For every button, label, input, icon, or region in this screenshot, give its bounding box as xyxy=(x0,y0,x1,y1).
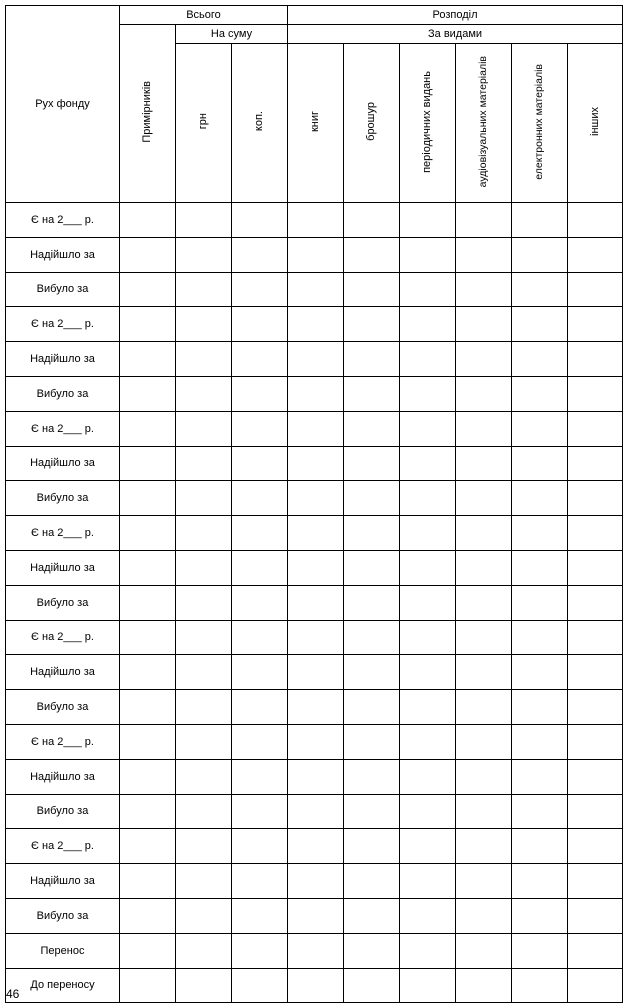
data-cell[interactable] xyxy=(568,585,623,620)
table-row xyxy=(6,550,623,585)
data-cell[interactable] xyxy=(512,655,568,690)
data-cell[interactable] xyxy=(176,446,232,481)
data-cell[interactable] xyxy=(120,898,176,933)
data-cell[interactable] xyxy=(344,864,400,899)
row-label: Є на 2___ р. xyxy=(6,620,120,655)
data-cell[interactable] xyxy=(568,933,623,968)
data-cell[interactable] xyxy=(232,655,288,690)
row-label: Надійшло за xyxy=(6,446,120,481)
document-page xyxy=(0,5,628,1005)
data-cell[interactable] xyxy=(176,724,232,759)
data-cell[interactable] xyxy=(512,933,568,968)
data-cell[interactable] xyxy=(176,411,232,446)
data-cell[interactable] xyxy=(120,203,176,238)
data-cell[interactable] xyxy=(288,237,344,272)
data-cell[interactable] xyxy=(232,411,288,446)
header-col-hryvnia-label: грн xyxy=(197,113,210,130)
table-row xyxy=(6,376,623,411)
data-cell[interactable] xyxy=(288,794,344,829)
data-cell[interactable] xyxy=(344,759,400,794)
table-row xyxy=(6,342,623,377)
data-cell[interactable] xyxy=(288,933,344,968)
data-cell[interactable] xyxy=(232,829,288,864)
data-cell[interactable] xyxy=(568,411,623,446)
data-cell[interactable] xyxy=(512,342,568,377)
header-col-brochures xyxy=(344,44,400,203)
data-cell[interactable] xyxy=(568,516,623,551)
table-row xyxy=(6,864,623,899)
data-cell[interactable] xyxy=(456,342,512,377)
data-cell[interactable] xyxy=(120,724,176,759)
data-cell[interactable] xyxy=(176,655,232,690)
data-cell[interactable] xyxy=(120,759,176,794)
row-label: Надійшло за xyxy=(6,237,120,272)
data-cell[interactable] xyxy=(568,690,623,725)
data-cell[interactable] xyxy=(288,655,344,690)
header-col-copies-label: Примірників xyxy=(141,81,154,143)
data-cell[interactable] xyxy=(344,203,400,238)
data-cell[interactable] xyxy=(344,376,400,411)
data-cell[interactable] xyxy=(400,411,456,446)
data-cell[interactable] xyxy=(344,933,400,968)
data-cell[interactable] xyxy=(232,690,288,725)
data-cell[interactable] xyxy=(120,376,176,411)
data-cell[interactable] xyxy=(400,203,456,238)
table-row xyxy=(6,446,623,481)
data-cell[interactable] xyxy=(120,550,176,585)
data-cell[interactable] xyxy=(568,759,623,794)
header-corner-fund-movement: Рух фонду xyxy=(6,6,120,203)
header-group-distribution: Розподіл xyxy=(288,6,623,25)
row-label: Є на 2___ р. xyxy=(6,307,120,342)
table-row xyxy=(6,203,623,238)
data-cell[interactable] xyxy=(456,203,512,238)
data-cell[interactable] xyxy=(288,898,344,933)
data-cell[interactable] xyxy=(568,237,623,272)
data-cell[interactable] xyxy=(568,968,623,1003)
data-cell[interactable] xyxy=(176,968,232,1003)
data-cell[interactable] xyxy=(456,411,512,446)
table-header xyxy=(6,6,623,203)
data-cell[interactable] xyxy=(176,203,232,238)
data-cell[interactable] xyxy=(568,307,623,342)
data-cell[interactable] xyxy=(512,724,568,759)
data-cell[interactable] xyxy=(456,272,512,307)
data-cell[interactable] xyxy=(232,307,288,342)
data-cell[interactable] xyxy=(232,864,288,899)
data-cell[interactable] xyxy=(568,864,623,899)
data-cell[interactable] xyxy=(120,307,176,342)
data-cell[interactable] xyxy=(344,237,400,272)
header-col-copies xyxy=(120,25,176,203)
table-row xyxy=(6,829,623,864)
data-cell[interactable] xyxy=(400,655,456,690)
row-label: До переносу xyxy=(6,968,120,1003)
table-row xyxy=(6,307,623,342)
data-cell[interactable] xyxy=(400,446,456,481)
data-cell[interactable] xyxy=(288,272,344,307)
table-row xyxy=(6,933,623,968)
data-cell[interactable] xyxy=(344,655,400,690)
data-cell[interactable] xyxy=(456,237,512,272)
data-cell[interactable] xyxy=(568,203,623,238)
header-col-periodicals-label: періодичних видань xyxy=(421,70,434,173)
data-cell[interactable] xyxy=(512,446,568,481)
data-cell[interactable] xyxy=(456,968,512,1003)
table-row xyxy=(6,724,623,759)
data-cell[interactable] xyxy=(400,342,456,377)
header-col-electronic-label: електронних матеріалів xyxy=(533,63,546,180)
data-cell[interactable] xyxy=(456,864,512,899)
data-cell[interactable] xyxy=(176,864,232,899)
data-cell[interactable] xyxy=(568,898,623,933)
data-cell[interactable] xyxy=(176,933,232,968)
data-cell[interactable] xyxy=(456,794,512,829)
data-cell[interactable] xyxy=(232,516,288,551)
data-cell[interactable] xyxy=(232,550,288,585)
data-cell[interactable] xyxy=(120,342,176,377)
data-cell[interactable] xyxy=(400,759,456,794)
data-cell[interactable] xyxy=(288,620,344,655)
row-label: Вибуло за xyxy=(6,690,120,725)
data-cell[interactable] xyxy=(176,550,232,585)
row-label: Є на 2___ р. xyxy=(6,516,120,551)
data-cell[interactable] xyxy=(176,759,232,794)
data-cell[interactable] xyxy=(512,237,568,272)
table-row xyxy=(6,655,623,690)
data-cell[interactable] xyxy=(288,411,344,446)
data-cell[interactable] xyxy=(344,968,400,1003)
row-label: Надійшло за xyxy=(6,342,120,377)
row-label: Вибуло за xyxy=(6,585,120,620)
data-cell[interactable] xyxy=(400,550,456,585)
header-col-electronic xyxy=(512,44,568,203)
data-cell[interactable] xyxy=(176,516,232,551)
data-cell[interactable] xyxy=(120,585,176,620)
data-cell[interactable] xyxy=(120,272,176,307)
data-cell[interactable] xyxy=(456,829,512,864)
header-col-audiovisual-label: аудіовізуальних матеріалів xyxy=(477,55,490,188)
data-cell[interactable] xyxy=(512,794,568,829)
data-cell[interactable] xyxy=(344,829,400,864)
data-cell[interactable] xyxy=(456,898,512,933)
data-cell[interactable] xyxy=(456,933,512,968)
table-row xyxy=(6,237,623,272)
data-cell[interactable] xyxy=(288,864,344,899)
header-subgroup-amount: На суму xyxy=(176,25,288,44)
data-cell[interactable] xyxy=(512,864,568,899)
data-cell[interactable] xyxy=(232,620,288,655)
data-cell[interactable] xyxy=(456,307,512,342)
data-cell[interactable] xyxy=(568,342,623,377)
fund-movement-table xyxy=(5,5,623,1003)
data-cell[interactable] xyxy=(120,968,176,1003)
header-col-books-label: книг xyxy=(309,110,322,133)
data-cell[interactable] xyxy=(120,620,176,655)
data-cell[interactable] xyxy=(344,411,400,446)
table-row xyxy=(6,272,623,307)
data-cell[interactable] xyxy=(120,411,176,446)
data-cell[interactable] xyxy=(288,516,344,551)
data-cell[interactable] xyxy=(176,307,232,342)
data-cell[interactable] xyxy=(512,690,568,725)
data-cell[interactable] xyxy=(288,203,344,238)
data-cell[interactable] xyxy=(568,272,623,307)
row-label: Надійшло за xyxy=(6,864,120,899)
page-number: 46 xyxy=(6,987,20,1001)
data-cell[interactable] xyxy=(456,446,512,481)
data-cell[interactable] xyxy=(456,481,512,516)
data-cell[interactable] xyxy=(232,933,288,968)
data-cell[interactable] xyxy=(232,724,288,759)
data-cell[interactable] xyxy=(288,829,344,864)
data-cell[interactable] xyxy=(512,759,568,794)
data-cell[interactable] xyxy=(400,829,456,864)
data-cell[interactable] xyxy=(344,794,400,829)
data-cell[interactable] xyxy=(176,794,232,829)
data-cell[interactable] xyxy=(400,516,456,551)
header-row-groups xyxy=(6,6,623,25)
data-cell[interactable] xyxy=(288,376,344,411)
data-cell[interactable] xyxy=(512,481,568,516)
data-cell[interactable] xyxy=(232,968,288,1003)
data-cell[interactable] xyxy=(232,237,288,272)
row-label: Вибуло за xyxy=(6,898,120,933)
data-cell[interactable] xyxy=(176,237,232,272)
data-cell[interactable] xyxy=(568,724,623,759)
row-label: Вибуло за xyxy=(6,794,120,829)
data-cell[interactable] xyxy=(568,829,623,864)
row-label: Є на 2___ р. xyxy=(6,829,120,864)
row-label: Вибуло за xyxy=(6,481,120,516)
data-cell[interactable] xyxy=(400,794,456,829)
header-col-books xyxy=(288,44,344,203)
data-cell[interactable] xyxy=(344,690,400,725)
data-cell[interactable] xyxy=(456,690,512,725)
data-cell[interactable] xyxy=(456,655,512,690)
data-cell[interactable] xyxy=(400,620,456,655)
data-cell[interactable] xyxy=(456,550,512,585)
row-label: Надійшло за xyxy=(6,655,120,690)
data-cell[interactable] xyxy=(456,585,512,620)
data-cell[interactable] xyxy=(400,898,456,933)
table-row xyxy=(6,898,623,933)
data-cell[interactable] xyxy=(512,585,568,620)
table-row xyxy=(6,516,623,551)
data-cell[interactable] xyxy=(400,968,456,1003)
table-row xyxy=(6,411,623,446)
data-cell[interactable] xyxy=(232,376,288,411)
header-col-hryvnia xyxy=(176,44,232,203)
data-cell[interactable] xyxy=(512,307,568,342)
table-row xyxy=(6,585,623,620)
data-cell[interactable] xyxy=(344,724,400,759)
header-col-others xyxy=(568,44,623,203)
data-cell[interactable] xyxy=(120,794,176,829)
data-cell[interactable] xyxy=(400,307,456,342)
data-cell[interactable] xyxy=(344,446,400,481)
data-cell[interactable] xyxy=(400,585,456,620)
data-cell[interactable] xyxy=(512,550,568,585)
data-cell[interactable] xyxy=(568,620,623,655)
data-cell[interactable] xyxy=(344,307,400,342)
table-row xyxy=(6,690,623,725)
data-cell[interactable] xyxy=(288,446,344,481)
header-group-total: Всього xyxy=(120,6,288,25)
data-cell[interactable] xyxy=(176,342,232,377)
data-cell[interactable] xyxy=(512,272,568,307)
data-cell[interactable] xyxy=(568,481,623,516)
data-cell[interactable] xyxy=(120,864,176,899)
data-cell[interactable] xyxy=(400,864,456,899)
data-cell[interactable] xyxy=(288,342,344,377)
header-col-kopiyky xyxy=(232,44,288,203)
data-cell[interactable] xyxy=(120,655,176,690)
data-cell[interactable] xyxy=(232,794,288,829)
data-cell[interactable] xyxy=(400,237,456,272)
data-cell[interactable] xyxy=(344,550,400,585)
data-cell[interactable] xyxy=(512,968,568,1003)
data-cell[interactable] xyxy=(232,585,288,620)
table-row xyxy=(6,968,623,1003)
data-cell[interactable] xyxy=(120,516,176,551)
data-cell[interactable] xyxy=(232,481,288,516)
data-cell[interactable] xyxy=(176,585,232,620)
data-cell[interactable] xyxy=(512,829,568,864)
data-cell[interactable] xyxy=(400,933,456,968)
data-cell[interactable] xyxy=(568,655,623,690)
row-label: Є на 2___ р. xyxy=(6,724,120,759)
data-cell[interactable] xyxy=(456,620,512,655)
data-cell[interactable] xyxy=(568,794,623,829)
data-cell[interactable] xyxy=(176,376,232,411)
data-cell[interactable] xyxy=(288,585,344,620)
data-cell[interactable] xyxy=(568,376,623,411)
data-cell[interactable] xyxy=(232,759,288,794)
data-cell[interactable] xyxy=(288,550,344,585)
data-cell[interactable] xyxy=(344,342,400,377)
header-col-kopiyky-label: коп. xyxy=(253,111,266,132)
data-cell[interactable] xyxy=(288,759,344,794)
data-cell[interactable] xyxy=(512,898,568,933)
table-row xyxy=(6,620,623,655)
data-cell[interactable] xyxy=(120,829,176,864)
data-cell[interactable] xyxy=(512,516,568,551)
header-subgroup-by-types: За видами xyxy=(288,25,623,44)
data-cell[interactable] xyxy=(512,203,568,238)
row-label: Надійшло за xyxy=(6,759,120,794)
data-cell[interactable] xyxy=(176,481,232,516)
row-label: Вибуло за xyxy=(6,272,120,307)
data-cell[interactable] xyxy=(456,376,512,411)
data-cell[interactable] xyxy=(568,446,623,481)
data-cell[interactable] xyxy=(120,690,176,725)
data-cell[interactable] xyxy=(120,481,176,516)
data-cell[interactable] xyxy=(120,237,176,272)
data-cell[interactable] xyxy=(176,272,232,307)
data-cell[interactable] xyxy=(344,516,400,551)
data-cell[interactable] xyxy=(344,898,400,933)
table-body xyxy=(6,203,623,1003)
data-cell[interactable] xyxy=(232,272,288,307)
header-col-periodicals xyxy=(400,44,456,203)
data-cell[interactable] xyxy=(344,272,400,307)
data-cell[interactable] xyxy=(288,724,344,759)
header-col-others-label: інших xyxy=(588,107,601,136)
data-cell[interactable] xyxy=(232,203,288,238)
data-cell[interactable] xyxy=(288,968,344,1003)
data-cell[interactable] xyxy=(288,690,344,725)
data-cell[interactable] xyxy=(120,933,176,968)
table-row xyxy=(6,481,623,516)
table-row xyxy=(6,794,623,829)
data-cell[interactable] xyxy=(512,376,568,411)
data-cell[interactable] xyxy=(232,342,288,377)
data-cell[interactable] xyxy=(568,550,623,585)
data-cell[interactable] xyxy=(512,411,568,446)
data-cell[interactable] xyxy=(456,724,512,759)
data-cell[interactable] xyxy=(176,690,232,725)
data-cell[interactable] xyxy=(400,690,456,725)
row-label: Вибуло за xyxy=(6,376,120,411)
data-cell[interactable] xyxy=(288,481,344,516)
data-cell[interactable] xyxy=(232,898,288,933)
data-cell[interactable] xyxy=(512,620,568,655)
data-cell[interactable] xyxy=(120,446,176,481)
data-cell[interactable] xyxy=(176,829,232,864)
data-cell[interactable] xyxy=(344,481,400,516)
data-cell[interactable] xyxy=(344,585,400,620)
data-cell[interactable] xyxy=(400,272,456,307)
row-label: Надійшло за xyxy=(6,550,120,585)
data-cell[interactable] xyxy=(456,516,512,551)
data-cell[interactable] xyxy=(456,759,512,794)
table-row xyxy=(6,759,623,794)
data-cell[interactable] xyxy=(176,898,232,933)
header-col-audiovisual xyxy=(456,44,512,203)
data-cell[interactable] xyxy=(288,307,344,342)
data-cell[interactable] xyxy=(232,446,288,481)
row-label: Є на 2___ р. xyxy=(6,411,120,446)
data-cell[interactable] xyxy=(400,481,456,516)
data-cell[interactable] xyxy=(176,620,232,655)
row-label: Перенос xyxy=(6,933,120,968)
data-cell[interactable] xyxy=(400,376,456,411)
data-cell[interactable] xyxy=(400,724,456,759)
header-col-brochures-label: брошур xyxy=(365,102,378,141)
row-label: Є на 2___ р. xyxy=(6,203,120,238)
data-cell[interactable] xyxy=(344,620,400,655)
